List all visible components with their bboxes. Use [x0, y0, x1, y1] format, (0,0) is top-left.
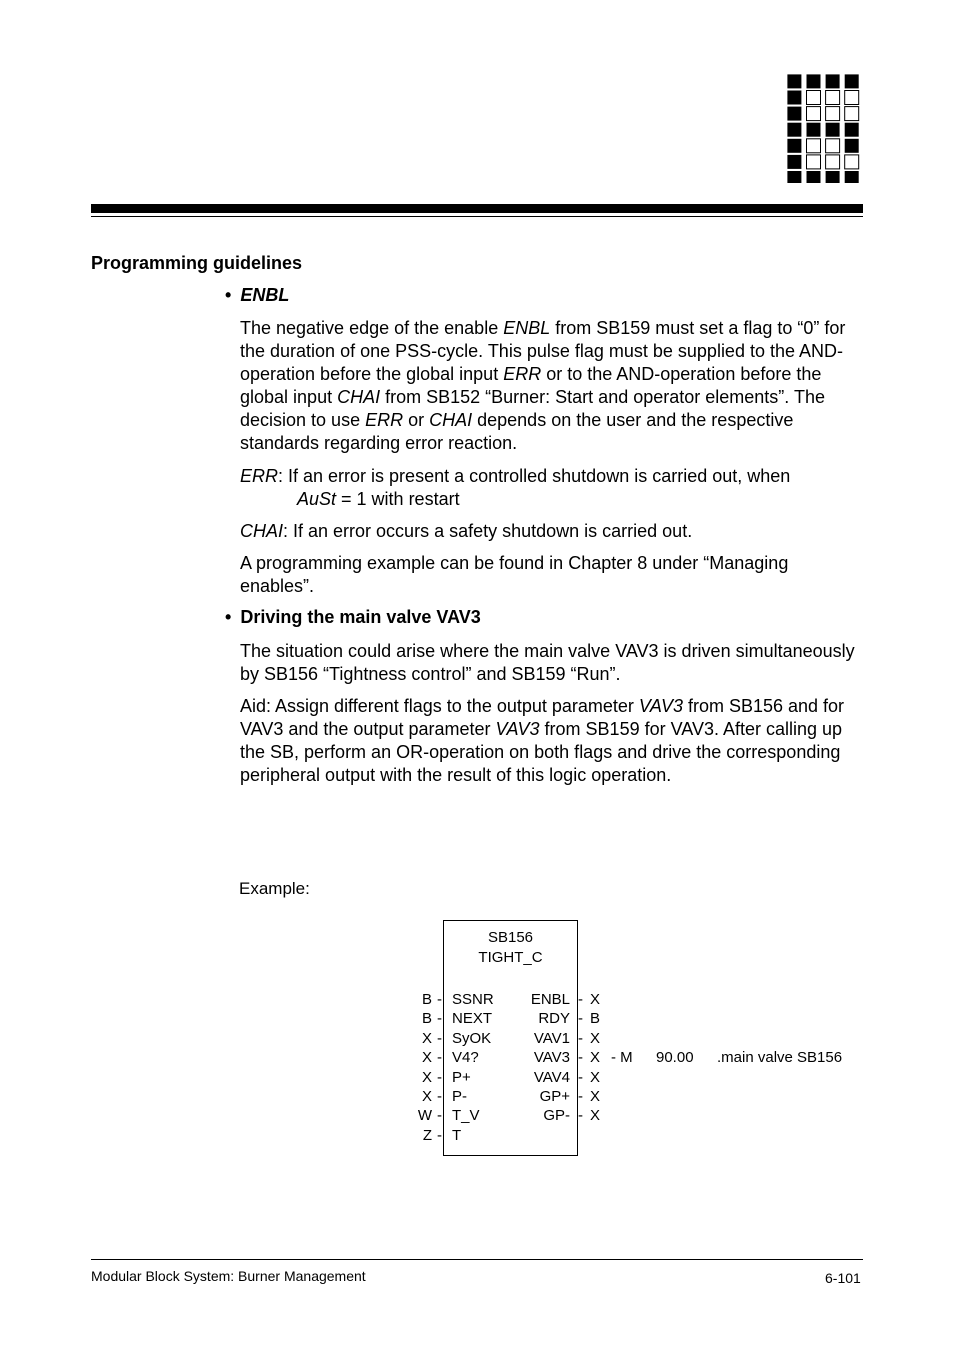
logo-cell — [807, 139, 821, 153]
footer-title: Modular Block System: Burner Management — [91, 1268, 366, 1284]
footer-rule — [91, 1259, 863, 1260]
err-definition — [240, 465, 865, 511]
input-param: SyOK — [452, 1029, 492, 1047]
input-param: NEXT — [452, 1010, 493, 1028]
logo-cell — [826, 91, 840, 105]
input-param: T — [452, 1126, 462, 1144]
input-source: B — [421, 1010, 432, 1028]
vav3-flag-address: 90.00 — [656, 1049, 694, 1067]
input-connector: - — [437, 1126, 442, 1144]
input-param: V4? — [452, 1049, 479, 1067]
input-source: X — [421, 1068, 432, 1086]
input-source: Z — [422, 1126, 432, 1144]
input-connector: - — [437, 991, 442, 1008]
term-italic: ENBL — [503, 318, 551, 338]
text-run: Aid: Assign different flags to the output parameter — [240, 696, 639, 716]
output-dest: X — [590, 1088, 601, 1105]
logo-cell — [787, 139, 801, 153]
bullet-vav3 — [225, 607, 481, 628]
err-term: ERR — [240, 466, 279, 486]
logo-cell — [826, 155, 840, 169]
input-param: P- — [452, 1088, 467, 1105]
logo-cell — [845, 123, 859, 137]
chai-definition — [240, 520, 865, 543]
text-run: from SB152 “Burner: Start and operator elements”. The decision to use — [240, 387, 825, 430]
output-param: VAV4 — [533, 1068, 570, 1086]
example-label: Example: — [239, 879, 310, 898]
term-italic: VAV3 — [495, 719, 540, 739]
output-dest: B — [590, 1010, 601, 1028]
input-connector: - — [437, 1107, 442, 1125]
input-connector: - — [437, 1029, 442, 1047]
logo-cell — [787, 74, 801, 88]
logo-cell — [807, 107, 821, 121]
input-connector: - — [437, 1088, 442, 1105]
enbl-paragraph — [240, 317, 865, 455]
logo-cell — [845, 171, 859, 183]
header-rule-thick — [91, 204, 863, 213]
logo-cell — [826, 123, 840, 137]
logo-cell — [826, 171, 840, 183]
logo-cell — [845, 107, 859, 121]
text-run: depends on the user and the respective standards regarding error reaction. — [240, 410, 794, 453]
block-type: TIGHT_C — [478, 949, 543, 966]
bullet-dot: • — [225, 607, 232, 627]
output-param: VAV1 — [533, 1029, 570, 1047]
logo-cell — [826, 139, 840, 153]
section-title: Programming guidelines — [91, 253, 303, 273]
output-connector: - — [578, 1068, 583, 1086]
input-param: SSNR — [452, 991, 494, 1008]
input-connector: - — [437, 1010, 442, 1028]
err-text: : If an error is present a controlled shutdown is carried out, when — [278, 466, 791, 486]
text-run: from SB159 must set a flag to “0” for the duration of one PSS-cycle. This pulse flag must be supplied to the AND-operation before the global input — [240, 318, 846, 384]
vav3-paragraph-2 — [240, 695, 865, 787]
logo-cell — [807, 74, 821, 88]
page-number: 6-101 — [825, 1270, 861, 1286]
logo-cell — [787, 155, 801, 169]
input-connector: - — [437, 1068, 442, 1086]
example-reference: A programming example can be found in Chapter 8 under “Managing enables”. — [240, 553, 789, 596]
text-run: The negative edge of the enable — [240, 318, 504, 338]
output-dest: X — [590, 1049, 601, 1067]
output-connector: - — [578, 1010, 583, 1028]
bullet-enbl-label: ENBL — [240, 285, 290, 305]
input-source: X — [421, 1049, 432, 1067]
logo-cell — [787, 171, 801, 183]
vav3-paragraph-1: The situation could arise where the main valve VAV3 is driven simultaneously by SB156 “Tightness control” and SB159 “Run”. — [240, 641, 855, 684]
output-param: VAV3 — [533, 1049, 570, 1067]
input-param: P+ — [452, 1068, 471, 1086]
output-param: RDY — [538, 1010, 570, 1028]
bullet-dot: • — [225, 285, 232, 305]
logo-cell — [787, 91, 801, 105]
term-italic: ERR — [365, 410, 404, 430]
header-rule-thin — [91, 216, 863, 217]
output-param: GP+ — [539, 1088, 570, 1105]
term-italic: VAV3 — [638, 696, 683, 716]
term-italic: CHAI — [337, 387, 381, 407]
logo-cell — [826, 107, 840, 121]
input-source: W — [417, 1107, 432, 1125]
text-run: or — [403, 410, 430, 430]
logo-cell — [845, 139, 859, 153]
err-text-2: = 1 with restart — [336, 489, 460, 509]
grid-logo-icon — [786, 73, 864, 183]
output-dest: X — [590, 1068, 601, 1086]
logo-cell — [807, 91, 821, 105]
output-connector: - — [578, 1088, 583, 1105]
logo-cell — [845, 74, 859, 88]
input-connector: - — [437, 1049, 442, 1067]
logo-cell — [787, 107, 801, 121]
text-run: from SB156 and for VAV3 and the output parameter — [240, 696, 845, 739]
logo-cell — [807, 123, 821, 137]
output-param: ENBL — [530, 991, 570, 1008]
vav3-flag-op: - M — [611, 1049, 633, 1067]
text-run: from SB159 for VAV3. After calling up the SB, perform an OR-operation on both flags and drive the corresponding peripheral output with the result of this logic operation. — [240, 719, 843, 785]
output-connector: - — [578, 1049, 583, 1067]
output-param: GP- — [543, 1107, 570, 1125]
input-source: B — [421, 991, 432, 1008]
vav3-flag-comment: .main valve SB156 — [717, 1049, 843, 1067]
input-source: X — [421, 1088, 432, 1105]
input-param: T_V — [452, 1107, 480, 1125]
output-connector: - — [578, 1029, 583, 1047]
bullet-vav3-label: Driving the main valve VAV3 — [240, 607, 481, 627]
term-italic: ERR — [503, 364, 542, 384]
logo-cell — [845, 91, 859, 105]
logo-cell — [787, 123, 801, 137]
logo-cell — [807, 155, 821, 169]
term-italic: CHAI — [429, 410, 473, 430]
output-connector: - — [578, 991, 583, 1008]
output-connector: - — [578, 1107, 583, 1125]
logo-cell — [826, 74, 840, 88]
output-dest: X — [590, 1107, 601, 1125]
chai-text: : If an error occurs a safety shutdown is carried out. — [283, 521, 693, 541]
aust-term: AuSt — [297, 489, 337, 509]
bullet-enbl — [225, 285, 289, 306]
output-dest: X — [590, 1029, 601, 1047]
output-dest: X — [590, 991, 601, 1008]
chai-term: CHAI — [240, 521, 284, 541]
text-run: or to the AND-operation before the global input — [240, 364, 822, 407]
block-name: SB156 — [487, 929, 534, 946]
logo-cell — [845, 155, 859, 169]
logo-cell — [807, 171, 821, 183]
input-source: X — [421, 1029, 432, 1047]
